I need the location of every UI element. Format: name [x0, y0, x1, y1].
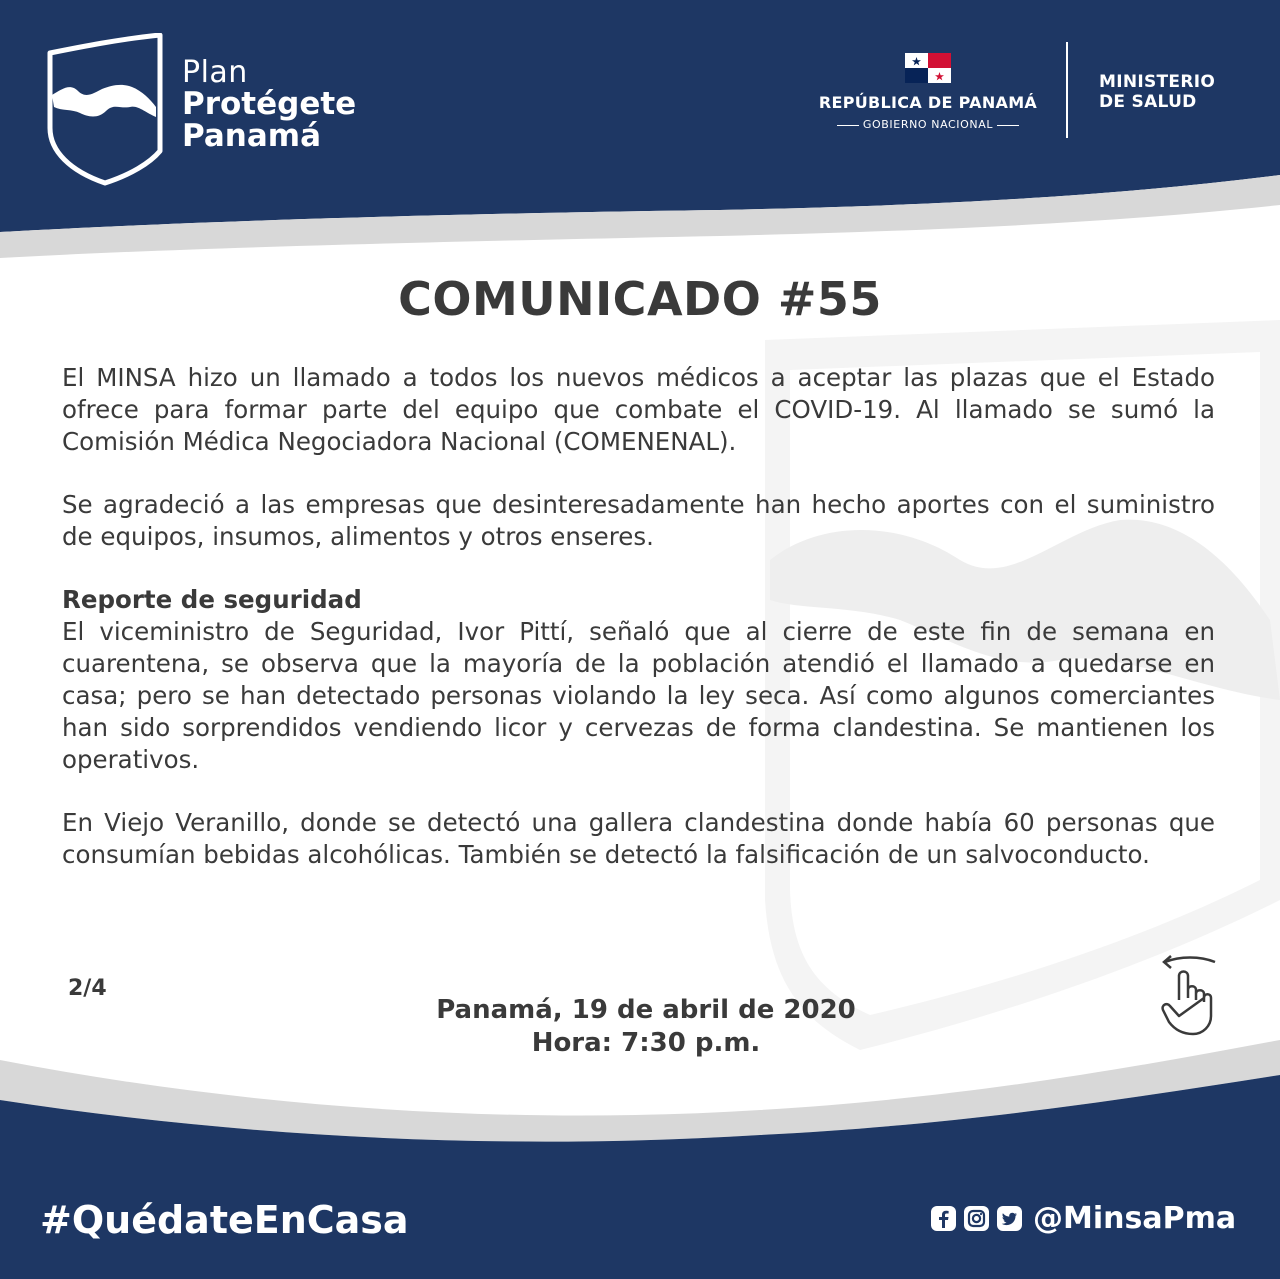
header-divider — [1066, 42, 1068, 138]
document-body — [62, 362, 1215, 902]
paragraph: El MINSA hizo un llamado a todos los nuevos médicos a aceptar las plazas que el Estado ofrece para formar parte del equipo que combate el COVID-19. Al llamado se sumó la Comisión Médica Negociadora Nacional (COMENENAL). — [62, 363, 1215, 456]
security-section — [62, 584, 1215, 776]
gobierno-text: GOBIERNO NACIONAL — [862, 118, 994, 131]
logo-line-panama: Panamá — [182, 118, 322, 154]
gobierno-label — [812, 118, 1044, 131]
section-paragraph: El viceministro de Seguridad, Ivor Pittí, señaló que al cierre de este fin de semana en cuarentena, se observa que la mayoría de la población atendió el llamado a quedarse en casa; pero se han detectado personas violando la ley seca. Así como algunos comerciantes han sido sorprendidos vendiendo licor y cervezas de forma clandestina. Se mantienen los operativos. — [62, 617, 1215, 774]
date-label: Panamá, 19 de abril de 2020 — [436, 995, 856, 1025]
republic-label: REPÚBLICA DE PANAMÁ — [818, 93, 1038, 112]
paragraph: Se agradeció a las empresas que desinteresadamente han hecho aportes con el suministro de equipos, insumos, alimentos y otros enseres. — [62, 490, 1215, 551]
date-block — [0, 994, 1280, 1060]
hashtag: #QuédateEnCasa — [40, 1198, 409, 1242]
logo-line-protegete: Protégete — [182, 86, 357, 122]
section-heading: Reporte de seguridad — [62, 585, 362, 614]
facebook-icon[interactable] — [930, 1205, 957, 1232]
swipe-hand-icon[interactable] — [1155, 950, 1225, 1040]
ministry-label — [1099, 72, 1215, 113]
panama-flag-icon — [905, 53, 951, 83]
logo-text — [182, 55, 357, 154]
twitter-icon[interactable] — [996, 1205, 1023, 1232]
social-links — [930, 1201, 1236, 1236]
logo-line-plan: Plan — [182, 55, 248, 90]
social-handle[interactable]: @MinsaPma — [1033, 1201, 1237, 1236]
page-indicator: 2/4 — [68, 976, 107, 1001]
paragraph: En Viejo Veranillo, donde se detectó una gallera clandestina donde había 60 personas que consumían bebidas alcohólicas. También se detectó la falsificación de un salvoconducto. — [62, 808, 1215, 869]
instagram-icon[interactable] — [963, 1205, 990, 1232]
ministry-line1: MINISTERIO — [1099, 72, 1216, 92]
time-label: Hora: 7:30 p.m. — [531, 1028, 761, 1058]
government-block — [812, 53, 1044, 131]
document-title: COMUNICADO #55 — [398, 272, 882, 326]
ministry-line2: DE SALUD — [1099, 92, 1197, 113]
